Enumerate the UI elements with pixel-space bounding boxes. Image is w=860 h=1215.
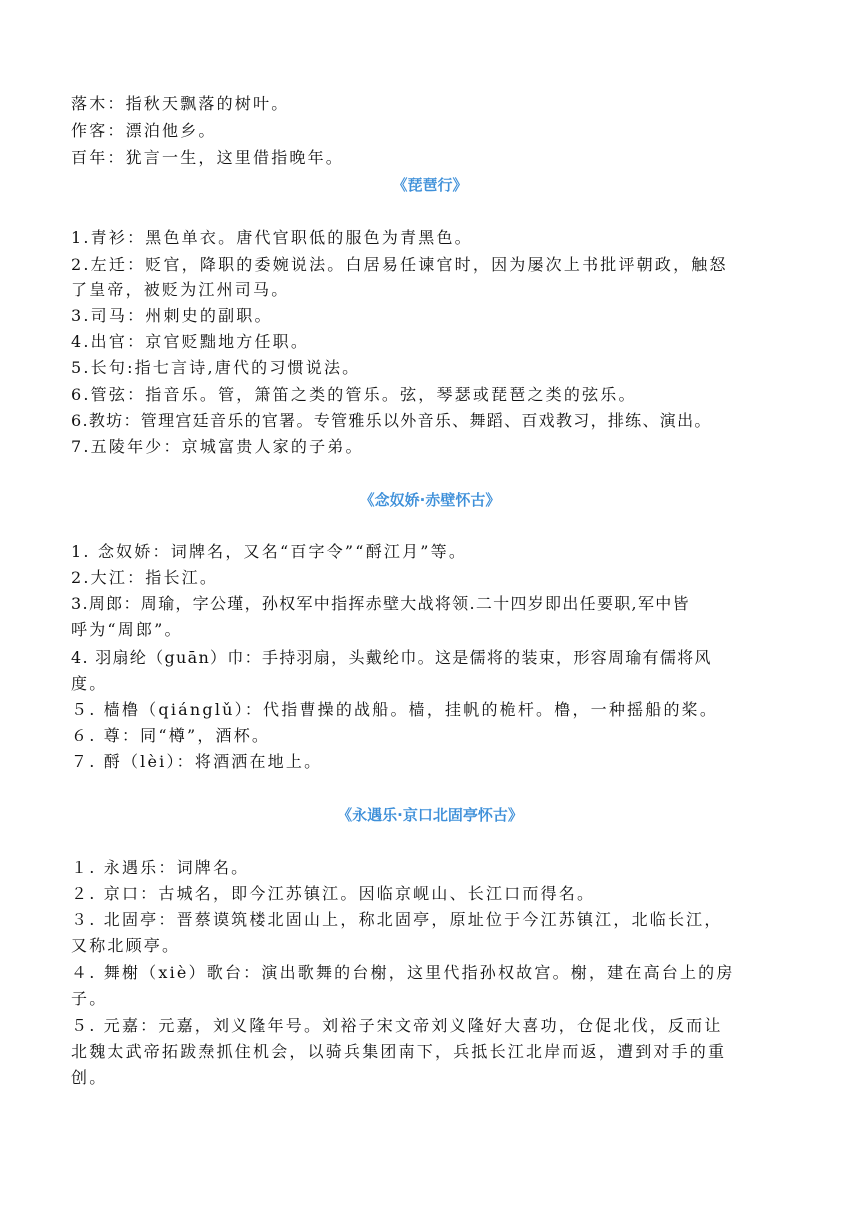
- note-line: 子。: [71, 989, 108, 1008]
- note-line: 落木：指秋天飘落的树叶。: [71, 94, 290, 113]
- note-line: ５. 樯橹（qiánglǔ）：代指曹操的战船。樯，挂帆的桅杆。橹，一种摇船的桨。: [71, 700, 719, 719]
- note-line: 呼为“周郎”。: [71, 620, 183, 639]
- note-line: 1. 念奴娇：词牌名，又名“百字令”“酹江月”等。: [71, 542, 468, 561]
- note-line: 又称北顾亭。: [71, 936, 181, 955]
- section-title-niannujiao: 《念奴娇·赤壁怀古》: [359, 491, 501, 509]
- note-line: ４. 舞榭（xiè）歌台：演出歌舞的台榭，这里代指孙权故宫。榭，建在高台上的房: [71, 963, 735, 982]
- note-line: 5.长句:指七言诗,唐代的习惯说法。: [71, 358, 361, 377]
- note-line: 百年：犹言一生，这里借指晚年。: [71, 148, 345, 167]
- note-line: 7.五陵年少：京城富贵人家的子弟。: [71, 437, 364, 456]
- note-line: 4.出官：京官贬黜地方任职。: [71, 332, 310, 351]
- note-line: 2.左迁：贬官，降职的委婉说法。白居易任谏官时，因为屡次上书批评朝政，触怒: [71, 255, 728, 274]
- note-line: 度。: [71, 674, 108, 693]
- note-line: 6.教坊：管理宫廷音乐的官署。专管雅乐以外音乐、舞蹈、百戏教习，排练、演出。: [71, 411, 712, 430]
- note-line: ２. 京口：古城名，即今江苏镇江。因临京岘山、长江口而得名。: [71, 884, 596, 903]
- note-line: 4. 羽扇纶（guān）巾：手持羽扇，头戴纶巾。这是儒将的装束，形容周瑜有儒将风: [71, 648, 712, 667]
- section-title-pipa: 《琵琶行》: [392, 176, 468, 194]
- section-title-yongyule: 《永遇乐·京口北固亭怀古》: [337, 806, 523, 824]
- note-line: 3.周郎：周瑜，字公瑾，孙权军中指挥赤壁大战将领.二十四岁即出任要职,军中皆: [71, 594, 690, 613]
- note-line: 2.大江：指长江。: [71, 568, 219, 587]
- note-line: ５. 元嘉：元嘉，刘义隆年号。刘裕子宋文帝刘义隆好大喜功，仓促北伐，反而让: [71, 1016, 723, 1035]
- note-line: 了皇帝，被贬为江州司马。: [71, 280, 290, 299]
- note-line: 作客：漂泊他乡。: [71, 121, 217, 140]
- note-line: 创。: [71, 1068, 108, 1087]
- note-line: 1.青衫：黑色单衣。唐代官职低的服色为青黑色。: [71, 228, 473, 247]
- note-line: 3.司马：州刺史的副职。: [71, 306, 273, 325]
- note-line: 北魏太武帝拓跋焘抓住机会，以骑兵集团南下，兵抵长江北岸而返，遭到对手的重: [71, 1042, 727, 1061]
- note-line: ７. 酹（lèi）：将酒洒在地上。: [71, 752, 323, 771]
- note-line: ３. 北固亭：晋蔡谟筑楼北固山上，称北固亭，原址位于今江苏镇江，北临长江，: [71, 910, 723, 929]
- note-line: ６. 尊：同“樽”，酒杯。: [71, 726, 271, 745]
- note-line: 6.管弦：指音乐。管，箫笛之类的管乐。弦，琴瑟或琵琶之类的弦乐。: [71, 385, 637, 404]
- note-line: １. 永遇乐：词牌名。: [71, 858, 250, 877]
